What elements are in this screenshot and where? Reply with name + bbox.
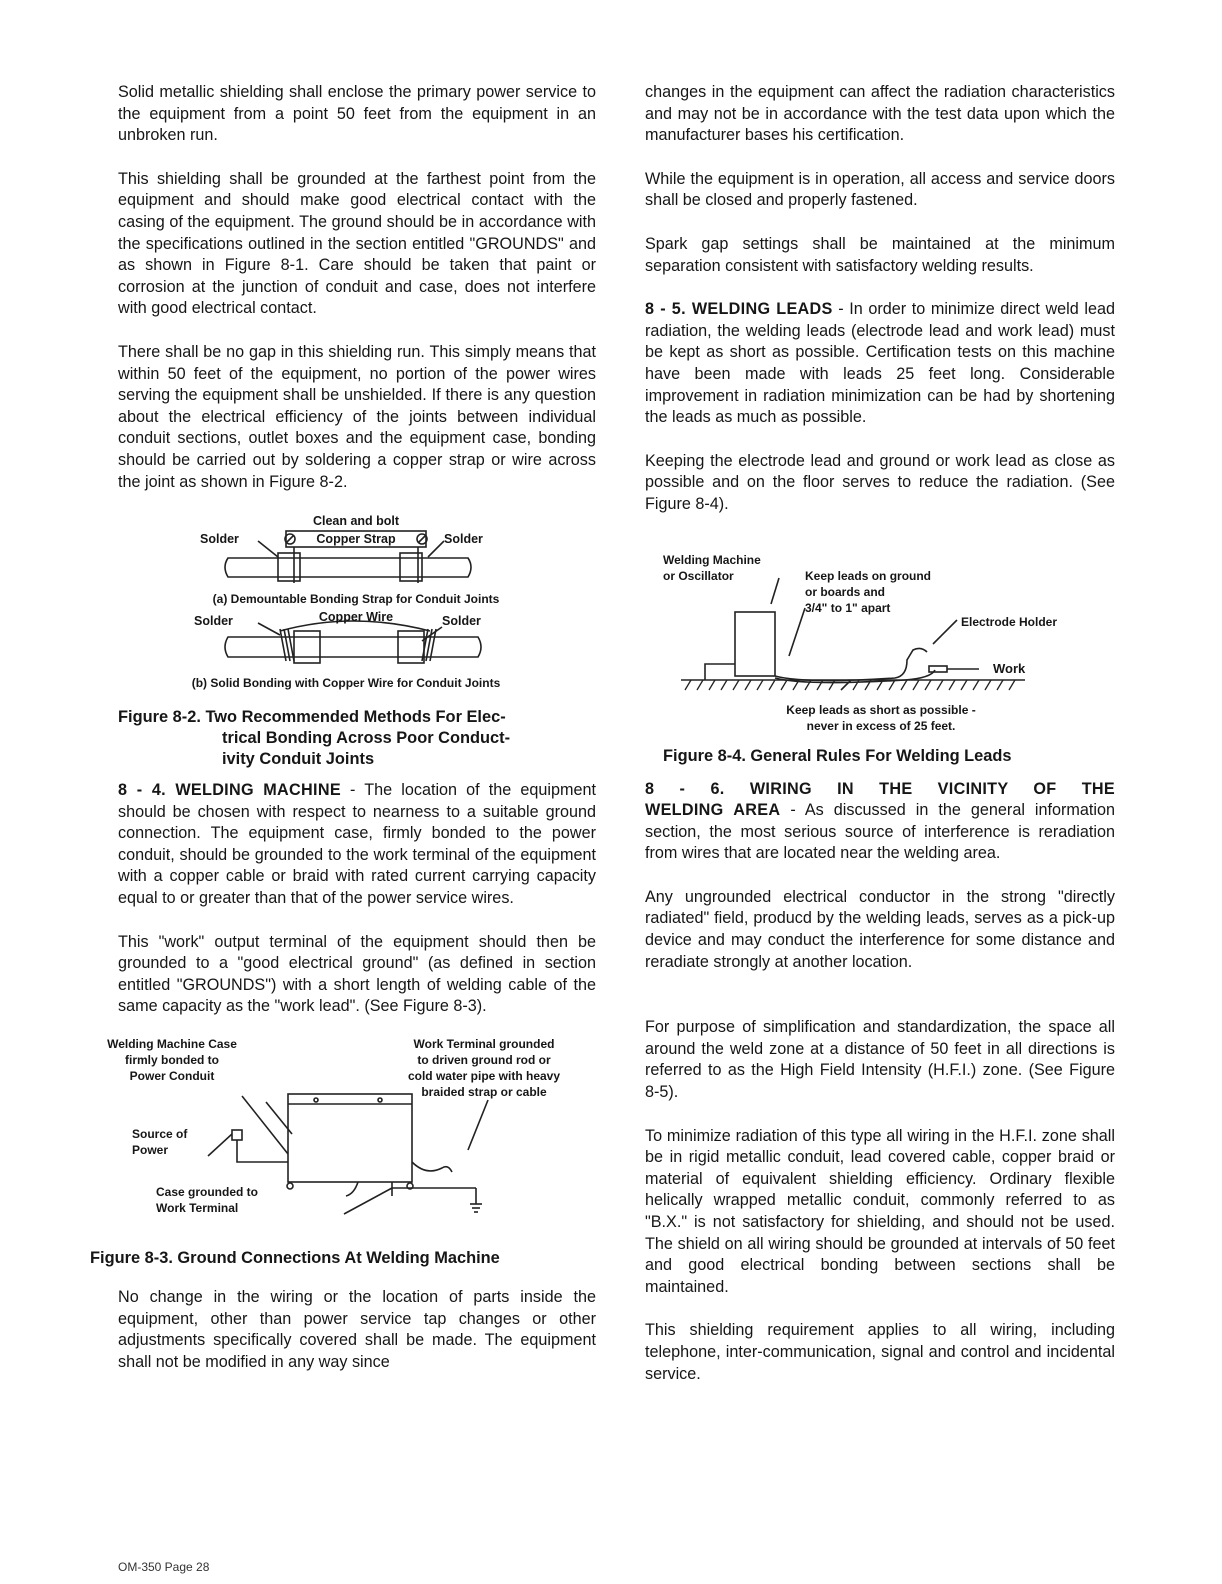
paragraph-no-gap: There shall be no gap in this shielding run. This simply means that within 50 feet of the equipment, no portion of the power wires serving the equipment shall be unshielded. If there is any question about the electrical efficiency of the joints between individual conduit sections, outlet boxes and the equipment case, bonding should be carried out by soldering a copper strap or wire across the joint as shown in Figure 8-2. xyxy=(118,342,596,491)
paragraph-minimize-radiation: To minimize radiation of this type all wiring in the H.F.I. zone shall be in rigid metallic conduit, lead covered cable, copper braid or material of equivalent shielding efficiency. Ordinary flexible helically wrapped metallic conduit, commonly referred to as "B.X." is not satisfactory for shielding, and should not be used. The shield on all wiring should be grounded at intervals of 50 feet and good electrical bonding between sections shall be maintained. xyxy=(645,1126,1115,1296)
label-source-1: Source of xyxy=(132,1127,188,1142)
label-machine-2: or Oscillator xyxy=(663,568,734,583)
paragraph-shielding-enclose: Solid metallic shielding shall enclose the primary power service to the equipment from a point 50 feet from the equipment in an unbroken run. xyxy=(118,83,596,145)
work-piece xyxy=(929,666,947,672)
label-clean-and-bolt: Clean and bolt xyxy=(312,514,400,529)
label-solder-a-right: Solder xyxy=(444,532,483,547)
figure-8-3 xyxy=(92,1036,596,1236)
figure-8-4-drawing xyxy=(645,552,1115,748)
label-short-1: Keep leads as short as possible - xyxy=(786,702,976,717)
section-8-5: 8 - 5. WELDING LEADS - In order to minimize direct weld lead radiation, the welding leads (electrode lead and work lead) must be kept as short as possible. Certification tests on this machine have been made with leads 25 feet long. Considerable improvement in radiation minimization can be had by shortening the leads as much as possible. xyxy=(645,300,1115,427)
label-case-3: Power Conduit xyxy=(129,1069,215,1084)
left-column xyxy=(90,82,596,1373)
heading-8-4: 8 - 4. WELDING MACHINE xyxy=(118,781,341,800)
section-8-6: 8 - 6. WIRING IN THE VICINITY OF THE WELDING AREA - As discussed in the general information section, the most serious source of interference is reradiation from wires that are located near the welding area. xyxy=(645,779,1116,863)
figure-8-2-number: Figure 8-2. xyxy=(118,708,201,727)
paragraph-no-change: No change in the wiring or the location of parts inside the equipment, other than power service tap changes or other adjustments specifically covered shall be made. The equipment shall not be modified in any way since xyxy=(118,1288,596,1371)
label-solder-a-left: Solder xyxy=(200,532,239,547)
coupling-right-b xyxy=(398,631,424,663)
paragraph-keep-leads-close: Keeping the electrode lead and ground or work lead as close as possible and on the floor serves to reduce the radiation. (See Figure 8-4). xyxy=(645,451,1115,513)
page-footer: OM-350 Page 28 xyxy=(118,1560,210,1574)
paragraph-doors-closed: While the equipment is in operation, all access and service doors shall be closed and properly fastened. xyxy=(645,169,1115,210)
label-solder-b-left: Solder xyxy=(194,614,233,629)
label-work-2: to driven ground rod or xyxy=(417,1053,551,1068)
label-case-1: Welding Machine Case xyxy=(107,1037,237,1052)
label-keep-2: or boards and xyxy=(805,584,886,599)
paragraph-work-terminal: This "work" output terminal of the equipment should then be grounded to a "good electrical ground" (as defined in section entitled "GROUNDS") with a short length of welding cable of the same capacity as the "work lead". (See Figure 8-3). xyxy=(118,932,596,1016)
label-work-1: Work Terminal grounded xyxy=(413,1037,555,1052)
paragraph-changes-radiation: changes in the equipment can affect the radiation characteristics and may not be in accordance with the test data upon which the manufacturer bases his certification. xyxy=(645,83,1115,145)
figure-8-4 xyxy=(645,552,1115,748)
label-copper-wire: Copper Wire xyxy=(318,610,394,625)
subcaption-b: (b) Solid Bonding with Copper Wire for Conduit Joints xyxy=(191,676,501,691)
label-solder-b-right: Solder xyxy=(442,614,481,629)
paragraph-spark-gap: Spark gap settings shall be maintained at the minimum separation consistent with satisfactory welding results. xyxy=(645,234,1115,275)
conduit-a xyxy=(225,558,471,577)
section-8-4: 8 - 4. WELDING MACHINE - The location of the equipment should be chosen with respect to nearness to a suitable ground connection. The equipment case, firmly bonded to the power conduit, should be grounded to the work terminal of the equipment with a copper cable or braid with rated current carrying capacity equal to or greater than that of the power service wires. xyxy=(118,781,596,908)
label-short-2: never in excess of 25 feet. xyxy=(806,718,956,733)
label-case-2: firmly bonded to xyxy=(125,1053,219,1068)
figure-8-2-caption: Figure 8-2. Two Recommended Methods For Elec- trical Bonding Across Poor Conduct- ivity Conduit Joints xyxy=(118,708,511,769)
conduit-b xyxy=(225,637,481,657)
label-case-gnd-2: Work Terminal xyxy=(156,1201,239,1216)
paragraph-shielding-grounded: This shielding shall be grounded at the farthest point from the equipment and should make good electrical contact with the casing of the equipment. The ground should be in accordance with the specifications outlined in the section entitled "GROUNDS" and as shown in Figure 8-1. Care should be taken that paint or corrosion at the junction of conduit and case, does not interfere with good electrical contact. xyxy=(118,169,596,318)
figure-8-3-drawing xyxy=(92,1036,596,1236)
electrode-lead xyxy=(775,648,927,680)
label-electrode-holder: Electrode Holder xyxy=(961,614,1058,629)
coupling-left-b xyxy=(294,631,320,663)
heading-8-6-line2: WELDING AREA xyxy=(645,801,781,820)
right-column xyxy=(645,82,1115,1385)
label-copper-strap: Copper Strap xyxy=(316,532,396,547)
label-work-3: cold water pipe with heavy xyxy=(407,1069,561,1084)
heading-8-6-line1: 8 - 6. WIRING IN THE VICINITY OF THE xyxy=(645,779,1115,798)
source-of-power-box xyxy=(232,1130,242,1140)
label-keep-3: 3/4" to 1" apart xyxy=(805,600,891,615)
welding-machine-case xyxy=(288,1094,412,1182)
label-source-2: Power xyxy=(132,1143,169,1158)
label-work-4: braided strap or cable xyxy=(421,1085,547,1100)
paragraph-hfi-zone: For purpose of simplification and standardization, the space all around the weld zone at a distance of 50 feet in all directions is referred to as the High Field Intensity (H.F.I.) zone. (See Figure 8-5). xyxy=(645,1018,1115,1102)
label-case-gnd-1: Case grounded to xyxy=(156,1185,259,1200)
paragraph-shielding-requirement: This shielding requirement applies to all wiring, including telephone, inter-communication, signal and control and incidental service. xyxy=(645,1321,1115,1383)
paragraph-ungrounded-conductor: Any ungrounded electrical conductor in the strong "directly radiated" field, producd by the welding leads, serves as a pick-up device and may conduct the interference for some distance and reradiate strongly at another location. xyxy=(645,887,1115,971)
ground-strap xyxy=(412,1162,452,1172)
label-machine-1: Welding Machine xyxy=(663,552,761,567)
welding-machine-box xyxy=(735,612,775,676)
figure-8-2-drawing xyxy=(118,511,596,723)
figure-8-2 xyxy=(118,511,596,723)
subcaption-a: (a) Demountable Bonding Strap for Conduit Joints xyxy=(212,592,500,607)
figure-8-3-caption: Figure 8-3. Ground Connections At Welding Machine xyxy=(90,1249,500,1268)
heading-8-5: 8 - 5. WELDING LEADS xyxy=(645,300,833,319)
label-keep-1: Keep leads on ground xyxy=(805,568,932,583)
figure-8-4-caption: Figure 8-4. General Rules For Welding Leads xyxy=(663,746,1012,765)
label-work: Work xyxy=(993,660,1026,676)
